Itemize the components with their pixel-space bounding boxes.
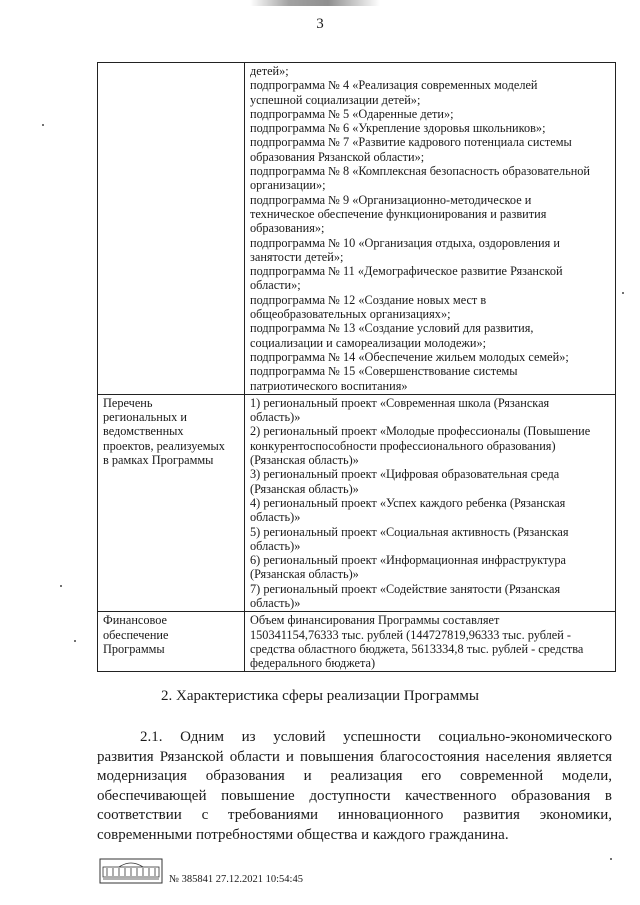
scan-speck (610, 858, 612, 860)
list-item: области»; (250, 278, 301, 293)
page-number: 3 (316, 16, 324, 32)
section-heading: 2. Характеристика сферы реализации Программы (161, 688, 479, 704)
list-item: успешной социализации детей»; (250, 92, 421, 107)
paragraph-line: современными потребностями общества и каждого гражданина. (97, 826, 509, 843)
scan-speck (622, 292, 624, 294)
list-item: образования Рязанской области»; (250, 149, 425, 164)
list-item: занятости детей»; (250, 249, 344, 264)
section-paragraph (97, 728, 612, 845)
paragraph-line: обеспечивающей повышение доступности качественного образования в (97, 787, 612, 804)
paragraph-line: развития Рязанской области и повышения благосостояния населения является (97, 748, 612, 765)
list-item: область)» (250, 595, 301, 610)
list-item: подпрограмма № 10 «Организация отдыха, оздоровления и (250, 235, 560, 250)
list-item: подпрограмма № 12 «Создание новых мест в (250, 292, 487, 307)
scan-speck (60, 585, 62, 587)
table-row (98, 612, 616, 672)
row-label-funding: Финансовое обеспечение Программы (98, 612, 245, 672)
list-item: 3) региональный проект «Цифровая образовательная среда (250, 467, 560, 482)
scan-artifact (250, 0, 380, 6)
list-item: Объем финансирования Программы составляет (250, 613, 500, 628)
list-item: подпрограмма № 7 «Развитие кадрового потенциала системы (250, 135, 572, 150)
list-item: 4) региональный проект «Успех каждого ребенка (Рязанская (250, 495, 566, 510)
list-item: (Рязанская область)» (250, 453, 359, 468)
list-item: организации»; (250, 178, 326, 193)
list-item: подпрограмма № 13 «Создание условий для развития, (250, 321, 534, 336)
list-item: подпрограмма № 6 «Укрепление здоровья школьников»; (250, 121, 546, 136)
list-item: патриотического воспитания» (250, 378, 408, 393)
list-item: (Рязанская область)» (250, 567, 359, 582)
table-row (98, 394, 616, 611)
list-item: социализации и самореализации молодежи»; (250, 335, 487, 350)
paragraph-line: соответствии с требованиями инновационного развития экономики, (97, 807, 612, 823)
list-item: подпрограмма № 11 «Демографическое развитие Рязанской (250, 264, 563, 279)
list-item: техническое обеспечение функционирования и развития (250, 206, 547, 221)
row-label-projects: Перечень региональных и ведомственных проектов, реализуемых в рамках Программы (98, 394, 245, 611)
list-item: детей»; (250, 64, 289, 78)
list-item: средства областного бюджета, 5613334,8 тыс. рублей - средства (250, 641, 584, 656)
registration-footer (99, 858, 399, 886)
row-label-subprograms (98, 63, 245, 395)
list-item: 2) региональный проект «Молодые профессионалы (Повышение (250, 424, 591, 439)
subprograms-cell (245, 63, 616, 395)
list-item: конкурентоспособности профессионального образования) (250, 438, 556, 453)
list-item: подпрограмма № 9 «Организационно-методическое и (250, 192, 532, 207)
list-item: 150341154,76333 тыс. рублей (144727819,96333 тыс. рублей - (250, 627, 572, 642)
table-row (98, 63, 616, 395)
list-item: область)» (250, 410, 301, 425)
list-item: подпрограмма № 14 «Обеспечение жильем молодых семей»; (250, 349, 569, 364)
list-item: 1) региональный проект «Современная школа (Рязанская (250, 395, 550, 410)
list-item: федерального бюджета) (250, 656, 376, 671)
building-stamp-icon (99, 858, 163, 884)
list-item: 5) региональный проект «Социальная активность (Рязанская (250, 524, 569, 539)
list-item: 6) региональный проект «Информационная инфраструктура (250, 553, 566, 568)
list-item: область)» (250, 510, 301, 525)
list-item: подпрограмма № 4 «Реализация современных моделей (250, 78, 538, 93)
list-item: 7) региональный проект «Содействие занятости (Рязанская (250, 581, 561, 596)
program-passport-table (97, 62, 616, 672)
list-item: область)» (250, 538, 301, 553)
list-item: подпрограмма № 15 «Совершенствование системы (250, 364, 518, 379)
registration-number: № 385841 27.12.2021 10:54:45 (169, 874, 303, 885)
list-item: образования»; (250, 221, 325, 236)
scan-speck (42, 124, 44, 126)
list-item: подпрограмма № 5 «Одаренные дети»; (250, 106, 454, 121)
list-item: (Рязанская область)» (250, 481, 359, 496)
list-item: подпрограмма № 8 «Комплексная безопасность образовательной (250, 164, 591, 179)
scan-speck (74, 640, 76, 642)
projects-cell (245, 394, 616, 611)
paragraph-line: модернизация образования и реализация его современной модели, (97, 768, 612, 784)
list-item: общеобразовательных организациях»; (250, 307, 451, 322)
funding-cell (245, 612, 616, 672)
paragraph-line: 2.1. Одним из условий успешности социально-экономического (140, 729, 612, 745)
